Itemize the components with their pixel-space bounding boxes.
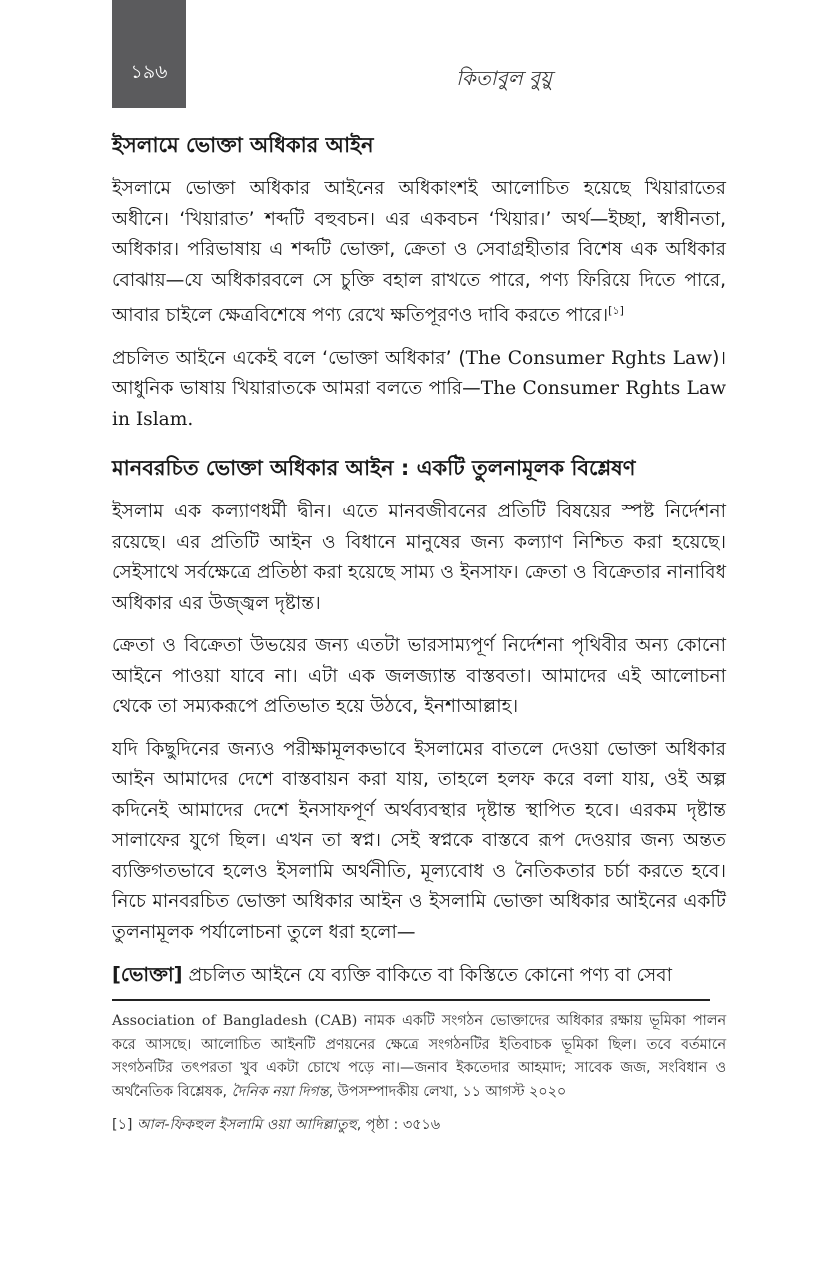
- footnote-divider: [112, 999, 710, 1001]
- english-term: The Consumer Rghts Law in Islam.: [112, 378, 726, 430]
- english-term: The Consumer Rghts Law: [465, 347, 713, 369]
- paragraph-text: প্রচলিত আইনে যে ব্যক্তি বাকিতে বা কিস্তিতে কোনো পণ্য বা সেবা: [182, 965, 673, 987]
- term-label: [ভোক্তা]: [112, 963, 183, 987]
- footnote-mark: [১]: [112, 1117, 133, 1133]
- footnote-continued: [112, 1010, 726, 1104]
- page-number-tab: [112, 0, 186, 108]
- newspaper-title: দৈনিক নয়া দিগন্ত: [231, 1083, 329, 1100]
- book-title: আল-ফিকহুল ইসলামি ওয়া আদিল্লাতুহু: [136, 1117, 357, 1133]
- paragraph-text: ইসলামে ভোক্তা অধিকার আইনের অধিকাংশই আলোচিত হয়েছে খিয়ারাতের অধীনে। ‘খিয়ারাত’ শব্দটি বহুবচন। এর একবচন ‘খিয়ার।’ অর্থ—ইচ্ছা, স্বাধীনতা, অধিকার। পরিভাষায় এ শব্দটি ভোক্তা, ক্রেতা ও সেবাগ্রহীতার বিশেষ এক অধিকার বোঝায়—যে অধিকারবলে সে চুক্তি বহাল রাখতে পারে, পণ্য ফিরিয়ে দিতে পারে, আবার চাইলে ক্ষেত্রবিশেষে পণ্য রেখে ক্ষতিপূরণও দাবি করতে পারে।: [112, 178, 726, 327]
- paragraph-text: )। আধুনিক ভাষায় খিয়ারাতকে আমরা বলতে পারি—: [112, 347, 726, 400]
- footnote-page: , পৃষ্ঠা : ৩৫১৬: [356, 1117, 440, 1133]
- footnote-text: , উপসম্পাদকীয় লেখা, ১১ আগস্ট ২০২০: [328, 1083, 567, 1100]
- running-title: কিতাবুল বুয়ু: [456, 66, 552, 90]
- footnotes: [112, 1010, 726, 1148]
- paragraph-implementation: যদি কিছুদিনের জন্যও পরীক্ষামূলকভাবে ইসলামের বাতলে দেওয়া ভোক্তা অধিকার আইন আমাদের দেশে বাস্তবায়ন করা যায়, তাহলে হলফ করে বলা যায়, ওই অল্প কদিনেই আমাদের দেশে ইনসাফপূর্ণ অর্থব্যবস্থার দৃষ্টান্ত স্থাপিত হবে। এরকম দৃষ্টান্ত সালাফের যুগে ছিল। এখন তা স্বপ্ন। সেই স্বপ্নকে বাস্তবে রূপ দেওয়ার জন্য অন্তত ব্যক্তিগতভাবে হলেও ইসলামি অর্থনীতি, মূল্যবোধ ও নৈতিকতার চর্চা করতে হবে। নিচে মানবরচিত ভোক্তা অধিকার আইন ও ইসলামি ভোক্তা অধিকার আইনের একটি তুলনামূলক পর্যালোচনা তুলে ধরা হলো—: [112, 738, 726, 943]
- section-heading-consumer-rights: ইসলামে ভোক্তা অধিকার আইন: [112, 133, 374, 157]
- footnote-reference: [১]: [608, 304, 624, 317]
- page-number: ১৯৬: [130, 61, 168, 83]
- paragraph-consumer-definition: [112, 960, 726, 992]
- paragraph-consumer-rights-law: [112, 344, 726, 436]
- paragraph-text: প্রচলিত আইনে একেই বলে ‘ভোক্তা অধিকার’ (: [112, 347, 466, 369]
- paragraph-islam-welfare: ইসলাম এক কল্যাণধর্মী দ্বীন। এতে মানবজীবনের প্রতিটি বিষয়ের স্পষ্ট নির্দেশনা রয়েছে। এর প্রতিটি আইন ও বিধানে মানুষের জন্য কল্যাণ নিশ্চিত করা হয়েছে। সেইসাথে সর্বক্ষেত্রে প্রতিষ্ঠা করা হয়েছে সাম্য ও ইনসাফ। ক্রেতা ও বিক্রেতার নানাবিধ অধিকার এর উজ্জ্বল দৃষ্টান্ত।: [112, 501, 726, 614]
- paragraph-balanced-guidance: ক্রেতা ও বিক্রেতা উভয়ের জন্য এতটা ভারসাম্যপূর্ণ নির্দেশনা পৃথিবীর অন্য কোনো আইনে পাওয়া যাবে না। এটা এক জলজ্যান্ত বাস্তবতা। আমাদের এই আলোচনা থেকে তা সম্যকরূপে প্রতিভাত হয়ে উঠবে, ইনশাআল্লাহ।: [112, 635, 726, 718]
- footnote-english-text: Association of Bangladesh (CAB): [112, 1013, 358, 1029]
- section-heading-comparative-analysis: মানবরচিত ভোক্তা অধিকার আইন : একটি তুলনামূলক বিশ্লেষণ: [112, 456, 636, 481]
- footnote-text: নামক একটি সংগঠন ভোক্তাদের অধিকার রক্ষায় ভূমিকা পালন করে আসছে। আলোচিত আইনটি প্রণয়নের ক্ষেত্রে সংগঠনটির ইতিবাচক ভূমিকা ছিল। তবে বর্তমানে সংগঠনটির তৎপরতা খুব একটা চোখে পড়ে না।—জনাব ইকতেদার আহমাদ; সাবেক জজ, সংবিধান ও অর্থনৈতিক বিশ্লেষক,: [112, 1013, 726, 1100]
- main-content: [112, 130, 726, 1004]
- footnote-1: [112, 1114, 726, 1138]
- paragraph-khiyar-definition: [112, 174, 726, 332]
